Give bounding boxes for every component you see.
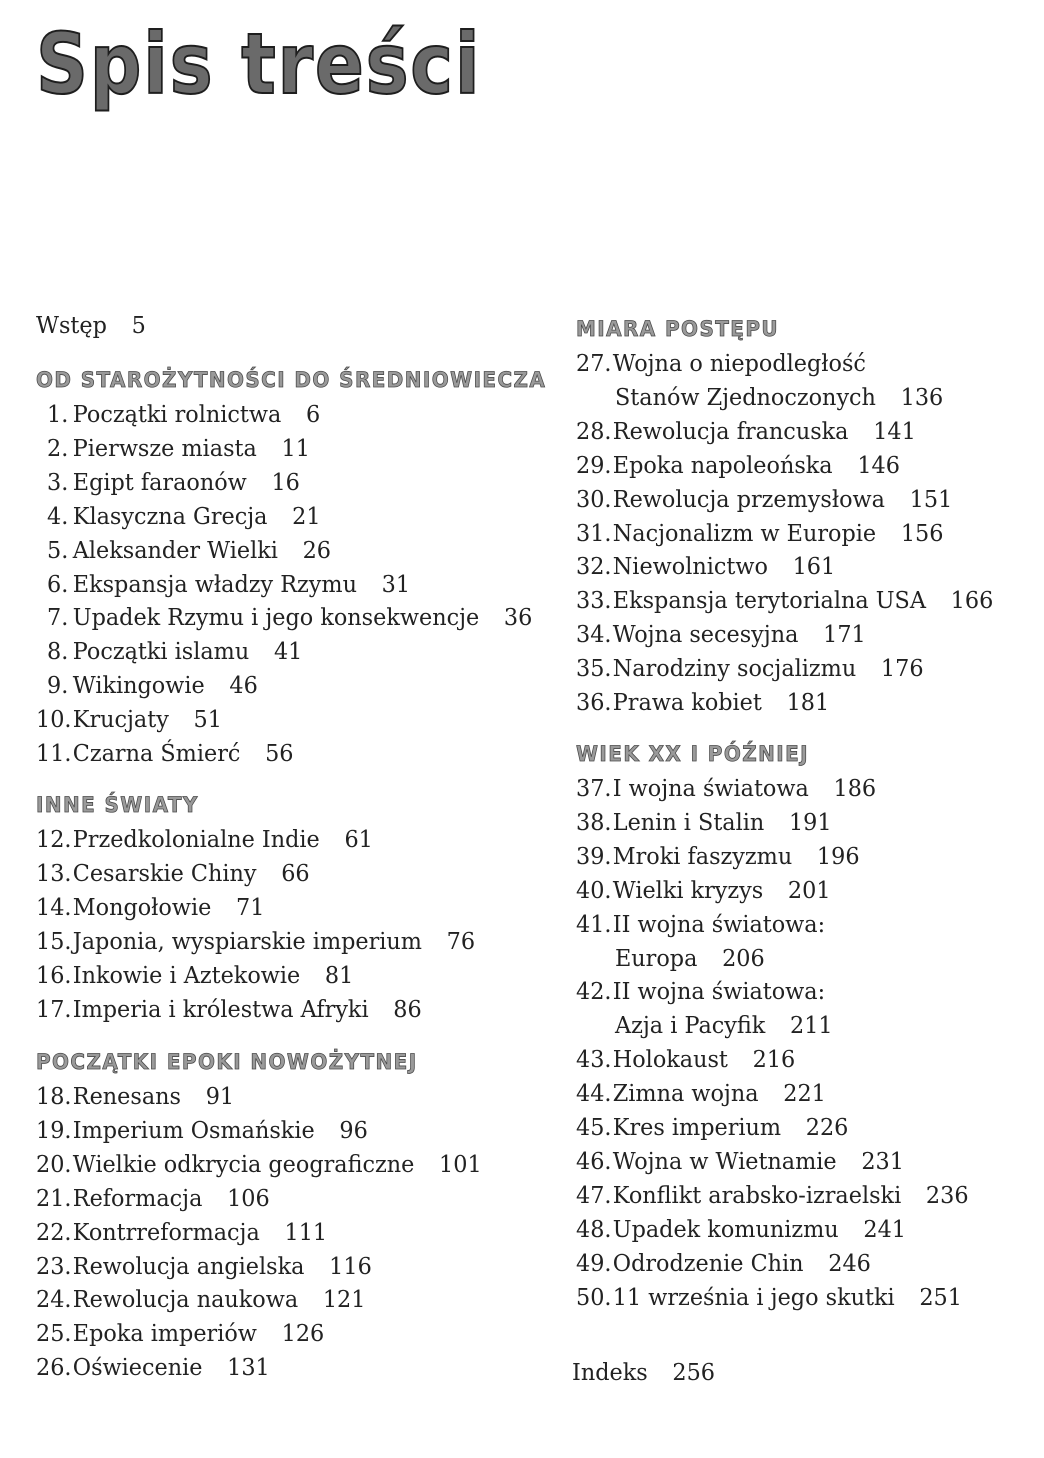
toc-entry [36,668,258,702]
entry-page: 101 [439,1149,482,1178]
entry-page: 166 [950,586,994,615]
entry-number: 50. [576,1282,612,1311]
entry-number: 37. [576,774,612,802]
entry-title: Imperia i królestwa Afryki [72,994,369,1023]
entry-page: 116 [329,1251,372,1280]
entry-title: Początki rolnictwa [72,400,282,428]
entry-page: 146 [857,450,900,479]
entry-page: 176 [880,654,924,683]
entry-number: 34. [576,620,612,649]
toc-entry [36,1350,270,1384]
entry-number: 40. [576,875,612,904]
toc-entry-continuation [615,1008,833,1042]
entry-number: 33. [576,586,612,615]
entry-number: 43. [576,1045,612,1074]
toc-entry [36,1147,482,1181]
entry-title: Wielki kryzys [612,875,764,904]
entry-number: 41. [576,909,612,938]
entry-page: 171 [823,620,866,649]
toc-entry [576,873,831,907]
entry-page: 121 [322,1285,366,1314]
toc-entry [576,1212,906,1246]
entry-page: 71 [236,892,265,921]
entry-page: 31 [381,569,411,598]
entry-page: 131 [227,1353,270,1382]
entry-title: Wielkie odkrycia geograficzne [72,1149,415,1178]
page-title: Spis treści [36,15,482,113]
entry-page: 151 [909,484,953,513]
toc-entry [36,431,310,465]
entry-title: Przedkolonialne Indie [72,825,320,853]
entry-page: 191 [788,807,832,836]
entry-title: Inkowie i Aztekowie [72,960,301,989]
entry-page: 221 [783,1079,826,1108]
entry-page: 206 [722,943,765,972]
entry-title: Holokaust [612,1045,728,1074]
toc-entry [576,839,860,873]
entry-page: 251 [919,1282,962,1311]
entry-title: Wojna secesyjna [612,620,799,649]
section-heading: WIEK XX I PÓŹNIEJ [576,742,809,766]
toc-entry [36,958,353,992]
entry-title: Kontrreformacja [72,1217,260,1246]
entry-page: 41 [273,637,303,666]
entry-title: Epoka napoleońska [612,450,833,479]
section-heading: OD STAROŻYTNOŚCI DO ŚREDNIOWIECZA [36,368,547,392]
entry-page: 21 [292,501,321,530]
entry-number: 22. [36,1217,72,1246]
entry-number: 26. [36,1353,72,1382]
section-heading: POCZĄTKI EPOKI NOWOŻYTNEJ [36,1050,418,1074]
toc-entry [36,1079,234,1113]
entry-number: 44. [576,1079,612,1108]
toc-entry [576,549,835,583]
entry-number: 10. [36,705,72,734]
entry-number: 11. [36,739,72,767]
entry-title-continuation: Europa [615,943,698,972]
entry-page: 241 [863,1214,906,1243]
toc-entry [576,907,825,941]
entry-number: 21. [36,1183,72,1212]
toc-entry [36,924,475,958]
entry-title: Zimna wojna [612,1079,759,1108]
entry-number: 49. [576,1248,612,1277]
entry-title: Aleksander Wielki [72,535,278,564]
entry-title: Wojna o niepodległość [612,349,866,377]
entry-title: Rewolucja naukowa [72,1285,299,1314]
entry-title: I wojna światowa [612,774,809,802]
entry-page: 246 [828,1248,871,1277]
toc-entry [576,1144,904,1178]
toc-entry [36,1113,368,1147]
toc-entry [36,1282,365,1316]
entry-title: Wojna w Wietnamie [612,1146,837,1175]
entry-number: 31. [576,518,612,547]
entry-number: 36. [576,688,612,716]
entry-title: Cesarskie Chiny [72,858,257,887]
toc-entry [576,974,825,1008]
intro-label: Wstęp [36,311,107,339]
entry-title: Lenin i Stalin [612,807,765,836]
entry-title: II wojna światowa: [612,909,826,938]
entry-page: 46 [229,671,258,700]
entry-title: Klasyczna Grecja [72,501,268,530]
toc-entry [36,397,320,431]
entry-title: Ekspansja terytorialna USA [612,586,926,615]
entry-page: 231 [861,1146,904,1175]
entry-title: Upadek komunizmu [612,1214,839,1243]
entry-title: Nacjonalizm w Europie [612,518,877,547]
toc-entry [576,448,900,482]
toc-entry [36,600,532,634]
entry-title: Czarna Śmierć [72,739,241,767]
toc-entry-continuation [615,380,943,414]
toc-outro [572,1355,715,1389]
entry-page: 226 [805,1113,849,1141]
toc-entry [576,1042,795,1076]
entry-number: 1. [46,400,69,428]
toc-entry [36,1181,270,1215]
toc-entry [576,651,924,685]
entry-page: 76 [446,926,476,955]
entry-page: 96 [339,1115,368,1144]
toc-entry [576,482,952,516]
entry-page: 201 [787,875,831,904]
entry-title: Narodziny socjalizmu [612,654,857,683]
entry-number: 7. [46,603,69,632]
entry-page: 56 [265,739,294,767]
entry-page: 66 [281,858,310,887]
outro-label: Indeks [572,1358,648,1386]
toc-entry [576,414,916,448]
entry-title: Odrodzenie Chin [612,1248,804,1277]
entry-title: Konflikt arabsko-izraelski [612,1180,902,1209]
toc-entry [36,533,331,567]
entry-number: 46. [576,1146,612,1175]
entry-title: Krucjaty [72,705,169,734]
toc-entry [576,516,943,550]
entry-title-continuation: Azja i Pacyfik [615,1011,766,1040]
toc-entry [36,567,410,601]
entry-title: Rewolucja francuska [612,416,849,445]
entry-page: 181 [786,688,830,716]
entry-page: 136 [900,382,944,411]
entry-number: 12. [36,825,72,853]
entry-title: Imperium Osmańskie [72,1115,315,1144]
entry-title: Mongołowie [72,892,212,921]
entry-page: 186 [833,774,877,802]
toc-entry [36,1249,372,1283]
entry-number: 27. [576,349,612,377]
entry-number: 48. [576,1214,612,1243]
entry-number: 24. [36,1285,72,1314]
entry-number: 16. [36,960,72,989]
toc-entry-continuation [615,941,765,975]
entry-page: 156 [900,518,944,547]
entry-title: Mroki faszyzmu [612,841,793,870]
entry-title: Ekspansja władzy Rzymu [72,569,357,598]
entry-page: 91 [205,1082,235,1110]
entry-number: 17. [36,994,72,1023]
entry-number: 20. [36,1149,72,1178]
toc-entry [36,499,321,533]
entry-page: 61 [344,825,373,853]
entry-page: 161 [792,552,836,581]
toc-entry [36,822,373,856]
entry-number: 42. [576,977,612,1006]
entry-number: 35. [576,654,612,683]
entry-number: 9. [46,671,69,700]
entry-title: Kres imperium [612,1113,782,1141]
entry-title: Egipt faraonów [72,467,247,496]
entry-number: 4. [46,501,69,530]
entry-page: 216 [752,1045,796,1074]
entry-page: 16 [271,467,300,496]
entry-title: Oświecenie [72,1353,203,1382]
entry-number: 28. [576,416,612,445]
entry-page: 236 [925,1180,969,1209]
entry-page: 141 [873,416,916,445]
entry-number: 3. [46,467,69,496]
toc-intro [36,308,146,342]
entry-number: 15. [36,926,72,955]
entry-title: Renesans [72,1082,181,1110]
entry-number: 14. [36,892,72,921]
entry-number: 45. [576,1113,612,1141]
toc-entry [36,634,302,668]
entry-number: 25. [36,1319,72,1348]
entry-page: 126 [281,1319,325,1348]
intro-page: 5 [131,311,146,339]
entry-page: 111 [284,1217,328,1246]
entry-number: 19. [36,1115,72,1144]
toc-entry [576,685,829,719]
entry-title: Rewolucja angielska [72,1251,305,1280]
entry-number: 30. [576,484,612,513]
toc-entry [576,1178,969,1212]
entry-page: 106 [227,1183,270,1212]
toc-entry [36,856,310,890]
entry-page: 6 [306,400,321,428]
toc-entry [576,346,866,380]
entry-number: 18. [36,1082,72,1110]
outro-page: 256 [672,1358,716,1386]
entry-number: 38. [576,807,612,836]
toc-entry [36,1316,324,1350]
entry-title: Reformacja [72,1183,203,1212]
entry-page: 51 [193,705,222,734]
entry-title: II wojna światowa: [612,977,826,1006]
toc-entry [576,771,876,805]
toc-entry [576,1280,962,1314]
toc-entry [36,992,422,1026]
section-heading: INNE ŚWIATY [36,793,199,817]
toc-entry [576,805,832,839]
entry-title-continuation: Stanów Zjednoczonych [615,382,876,411]
entry-number: 32. [576,552,612,581]
toc-entry [36,1215,327,1249]
toc-entry [576,1076,826,1110]
toc-entry [576,1110,848,1144]
entry-title: Upadek Rzymu i jego konsekwencje [72,603,480,632]
entry-number: 47. [576,1180,612,1209]
entry-page: 196 [816,841,860,870]
entry-title: Pierwsze miasta [72,433,257,462]
toc-entry [576,617,866,651]
entry-title: Japonia, wyspiarskie imperium [72,926,422,955]
entry-title: Początki islamu [72,637,250,666]
entry-page: 11 [281,433,310,462]
entry-number: 2. [46,433,69,462]
entry-page: 211 [790,1011,833,1040]
entry-number: 13. [36,858,72,887]
entry-number: 23. [36,1251,72,1280]
toc-entry [36,736,293,770]
entry-number: 6. [46,569,69,598]
entry-page: 86 [393,994,422,1023]
toc-entry [36,890,264,924]
entry-page: 36 [503,603,533,632]
entry-title: Epoka imperiów [72,1319,257,1348]
entry-page: 81 [324,960,354,989]
entry-title: Rewolucja przemysłowa [612,484,885,513]
toc-entry [36,702,222,736]
entry-title: Niewolnictwo [612,552,768,581]
entry-page: 26 [302,535,332,564]
entry-number: 39. [576,841,612,870]
entry-title: Wikingowie [72,671,205,700]
toc-entry [36,465,300,499]
entry-title: 11 września i jego skutki [612,1282,895,1311]
entry-number: 8. [46,637,69,666]
toc-entry [576,583,993,617]
toc-entry [576,1246,871,1280]
entry-number: 5. [46,535,69,564]
section-heading: MIARA POSTĘPU [576,317,780,341]
entry-number: 29. [576,450,612,479]
entry-title: Prawa kobiet [612,688,762,716]
